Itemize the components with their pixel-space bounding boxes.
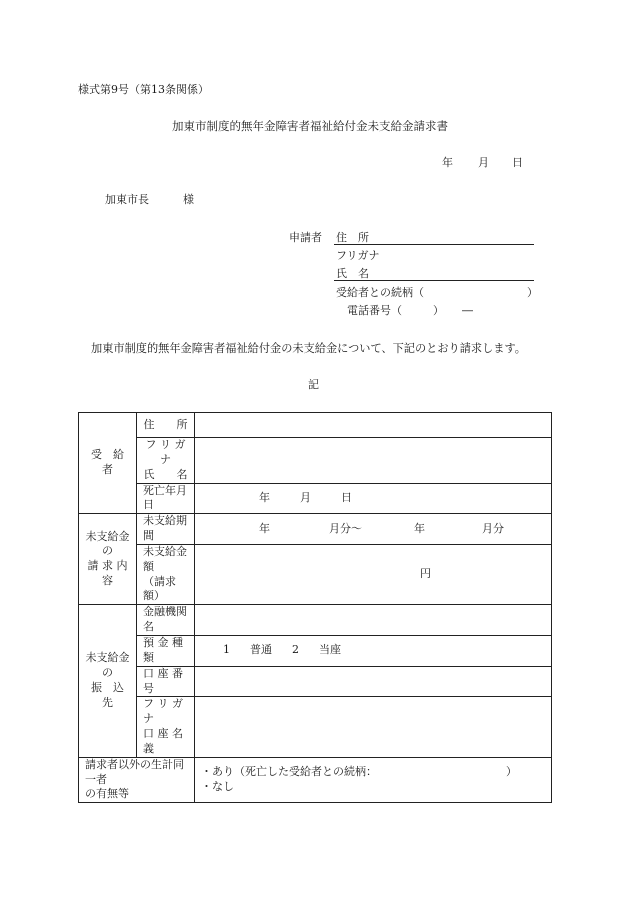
claim-amount-row [79, 544, 552, 604]
applicant-label: 申請者 [289, 231, 322, 244]
claim-amount-labels [137, 544, 195, 604]
date-day: 日 [512, 156, 523, 169]
household-yes-option: ・あり（死亡した受給者との続柄： [201, 765, 377, 779]
death-month: 月 [300, 490, 311, 504]
period-month-to: 月分 [482, 521, 504, 535]
recipient-furigana-label: フ リ ガ ナ [145, 438, 186, 466]
bank-label: 金融機関名 [137, 605, 195, 636]
account-holder-field[interactable] [195, 697, 552, 757]
claim-period-field[interactable] [195, 514, 552, 545]
applicant-address-field[interactable] [334, 244, 534, 245]
deposit-type-row [79, 635, 552, 666]
applicant-name-field[interactable] [334, 280, 534, 281]
form-number: 様式第9号（第13条関係） [78, 83, 209, 96]
household-yes-close: ） [506, 765, 517, 779]
deposit-option-current[interactable]: 当座 [319, 643, 341, 657]
recipient-name-label: 氏 名 [143, 467, 188, 481]
addressee: 加東市長 [105, 193, 149, 206]
account-number-label: 口 座 番 号 [137, 666, 195, 697]
household-no-option[interactable]: ・なし [201, 779, 234, 793]
recipient-address-row [79, 413, 552, 438]
claim-group-label-line1: 未支給金の [85, 529, 130, 558]
deposit-option1-number: 1 [223, 643, 230, 657]
account-holder-row [79, 697, 552, 757]
claim-period-label: 未支給期間 [137, 514, 195, 545]
recipient-name-labels [137, 438, 195, 484]
claim-amount-label: 未支給金額 [143, 544, 187, 573]
recipient-name-field[interactable] [195, 438, 552, 484]
household-options [195, 757, 552, 803]
bank-row [79, 605, 552, 636]
period-month-from: 月分～ [329, 521, 362, 535]
claim-group-label [79, 514, 137, 605]
account-number-field[interactable] [195, 666, 552, 697]
recipient-group-label: 受 給 者 [79, 413, 137, 514]
household-row [79, 757, 552, 803]
recipient-address-label: 住 所 [137, 413, 195, 438]
date-month: 月 [478, 156, 489, 169]
period-year-to: 年 [414, 521, 425, 535]
recipient-address-field[interactable] [195, 413, 552, 438]
household-label [79, 757, 195, 803]
relationship-label: 受給者との続柄（ [336, 286, 424, 299]
period-year-from: 年 [259, 521, 270, 535]
death-date-field[interactable] [195, 483, 552, 514]
phone-dash: ― [462, 304, 473, 317]
amount-unit: 円 [420, 567, 431, 581]
claim-period-row [79, 514, 552, 545]
transfer-group-label-line1: 未支給金の [85, 651, 130, 680]
account-holder-label: 口 座 名 義 [143, 727, 183, 755]
honorific: 様 [183, 193, 194, 206]
applicant-furigana-label: フリガナ [336, 249, 380, 262]
applicant-address-label: 住 所 [336, 231, 369, 244]
transfer-group-label-line2: 振 込 先 [91, 681, 135, 709]
death-day: 日 [341, 490, 352, 504]
claim-amount-sublabel: （請求額） [143, 574, 176, 603]
date-year: 年 [442, 156, 453, 169]
claim-amount-field[interactable] [195, 544, 552, 604]
phone-label: 電話番号（ [347, 304, 402, 317]
recipient-name-row [79, 438, 552, 484]
deposit-option-ordinary[interactable]: 普通 [250, 643, 272, 657]
relationship-close: ） [527, 286, 538, 299]
deposit-type-label: 預 金 種 類 [137, 635, 195, 666]
account-number-row [79, 666, 552, 697]
death-year: 年 [259, 490, 270, 504]
household-label-line1: 請求者以外の生計同一者 [85, 757, 184, 786]
account-holder-labels [137, 697, 195, 757]
claim-group-label-line2: 請 求 内 容 [87, 559, 128, 588]
account-furigana-label: フ リ ガ ナ [143, 697, 183, 726]
household-label-line2: の有無等 [85, 787, 129, 801]
transfer-group-label [79, 605, 137, 757]
bank-field[interactable] [195, 605, 552, 636]
request-statement: 加東市制度的無年金障害者福祉給付金の未支給金について、下記のとおり請求します。 [91, 342, 526, 355]
death-date-label: 死亡年月日 [137, 483, 195, 514]
death-date-row [79, 483, 552, 514]
phone-close: ） [433, 304, 444, 317]
household-yes-line[interactable] [201, 765, 545, 780]
deposit-option2-number: 2 [292, 643, 299, 657]
deposit-type-field[interactable] [195, 635, 552, 666]
form-title: 加東市制度的無年金障害者福祉給付金未支給金請求書 [172, 119, 448, 133]
request-form-table [78, 412, 552, 803]
applicant-name-label: 氏 名 [336, 267, 369, 280]
ki-label: 記 [308, 378, 319, 391]
